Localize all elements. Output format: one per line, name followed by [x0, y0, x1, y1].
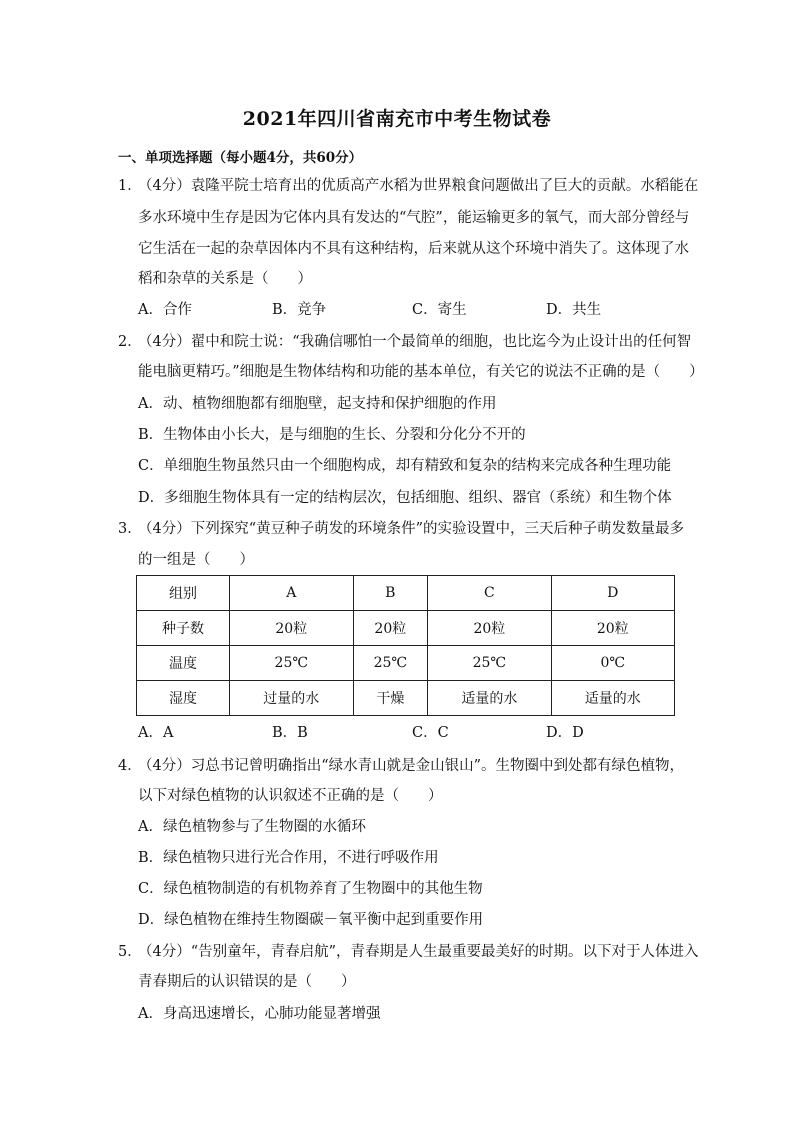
page-title: 2021年四川省南充市中考生物试卷 — [242, 108, 552, 130]
question-text-line: 以下对绿色植物的认识叙述不正确的是（ ） — [138, 788, 443, 804]
table-cell: 0℃ — [551, 646, 674, 681]
question-text-line: 稻和杂草的关系是（ ） — [138, 271, 312, 287]
table-cell: 湿度 — [137, 681, 230, 716]
question-number: 3． — [118, 521, 142, 537]
option-c: C．C — [412, 725, 449, 741]
table-row — [137, 611, 675, 646]
table-cell: 25℃ — [428, 646, 551, 681]
table-cell: 适量的水 — [551, 681, 674, 716]
table-cell: 种子数 — [137, 611, 230, 646]
option-a: A．A — [138, 725, 174, 741]
table-row — [137, 681, 675, 716]
question-text-line: （4分）翟中和院士说：“我确信哪怕一个最简单的细胞，也比迄今为止设计出的任何智 — [138, 334, 692, 350]
table-cell: 25℃ — [230, 646, 353, 681]
table-cell: 过量的水 — [230, 681, 353, 716]
table-row — [137, 646, 675, 681]
question-text-line: 多水环境中生存是因为它体内具有发达的“气腔”，能运输更多的氧气，而大部分曾经与 — [138, 210, 690, 226]
option-c: C．绿色植物制造的有机物养育了生物圈中的其他生物 — [138, 881, 483, 897]
question-number: 4． — [118, 758, 142, 774]
option-a: A．身高迅速增长，心肺功能显著增强 — [138, 1006, 381, 1022]
table-cell: C — [428, 576, 551, 611]
option-b: B．B — [272, 725, 308, 741]
question-number: 2． — [118, 334, 142, 350]
option-b: B．竞争 — [272, 302, 327, 318]
question-text-line: （4分）习总书记曾明确指出“绿水青山就是金山银山”。生物圈中到处都有绿色植物， — [138, 758, 685, 774]
table-row — [137, 576, 675, 611]
table-cell: 温度 — [137, 646, 230, 681]
question-text-line: 的一组是（ ） — [138, 552, 254, 568]
table-cell: 组别 — [137, 576, 230, 611]
table-cell: 干燥 — [353, 681, 428, 716]
option-d: D．共生 — [546, 302, 602, 318]
question-text-line: （4分）袁隆平院士培育出的优质高产水稻为世界粮食问题做出了巨大的贡献。水稻能在 — [138, 178, 699, 194]
section-heading: 一、单项选择题（每小题4分，共60分） — [118, 150, 363, 166]
option-b: B．生物体由小长大，是与细胞的生长、分裂和分化分不开的 — [138, 427, 526, 443]
option-c: C．单细胞生物虽然只由一个细胞构成，却有精致和复杂的结构来完成各种生理功能 — [138, 458, 672, 474]
option-d: D．D — [546, 725, 584, 741]
option-d: D．多细胞生物体具有一定的结构层次，包括细胞、组织、器官（系统）和生物个体 — [138, 490, 672, 506]
table-cell: D — [551, 576, 674, 611]
option-b: B．绿色植物只进行光合作用，不进行呼吸作用 — [138, 850, 439, 866]
question-number: 5． — [118, 944, 142, 960]
table-cell: B — [353, 576, 428, 611]
table-cell: 20粒 — [428, 611, 551, 646]
option-a: A．绿色植物参与了生物圈的水循环 — [138, 819, 366, 835]
experiment-table — [136, 575, 675, 716]
table-cell: 20粒 — [551, 611, 674, 646]
question-number: 1． — [118, 178, 142, 194]
table-cell: A — [230, 576, 353, 611]
table-cell: 20粒 — [230, 611, 353, 646]
table-cell: 20粒 — [353, 611, 428, 646]
option-a: A．动、植物细胞都有细胞壁，起支持和保护细胞的作用 — [138, 396, 497, 412]
question-text-line: （4分）下列探究“黄豆种子萌发的环境条件”的实验设置中，三天后种子萌发数量最多 — [138, 521, 685, 537]
table-cell: 适量的水 — [428, 681, 551, 716]
question-text-line: 青春期后的认识错误的是（ ） — [138, 974, 356, 990]
table-cell: 25℃ — [353, 646, 428, 681]
option-d: D．绿色植物在维持生物圈碳－氧平衡中起到重要作用 — [138, 912, 484, 928]
option-c: C．寄生 — [412, 302, 467, 318]
question-text-line: 能电脑更精巧。”细胞是生物体结构和功能的基本单位，有关它的说法不正确的是（ ） — [138, 364, 704, 380]
question-text-line: （4分）“告别童年，青春启航”，青春期是人生最重要最美好的时期。以下对于人体进入 — [138, 944, 699, 960]
question-text-line: 它生活在一起的杂草因体内不具有这种结构，后来就从这个环境中消失了。这体现了水 — [138, 241, 689, 257]
option-a: A．合作 — [138, 302, 192, 318]
